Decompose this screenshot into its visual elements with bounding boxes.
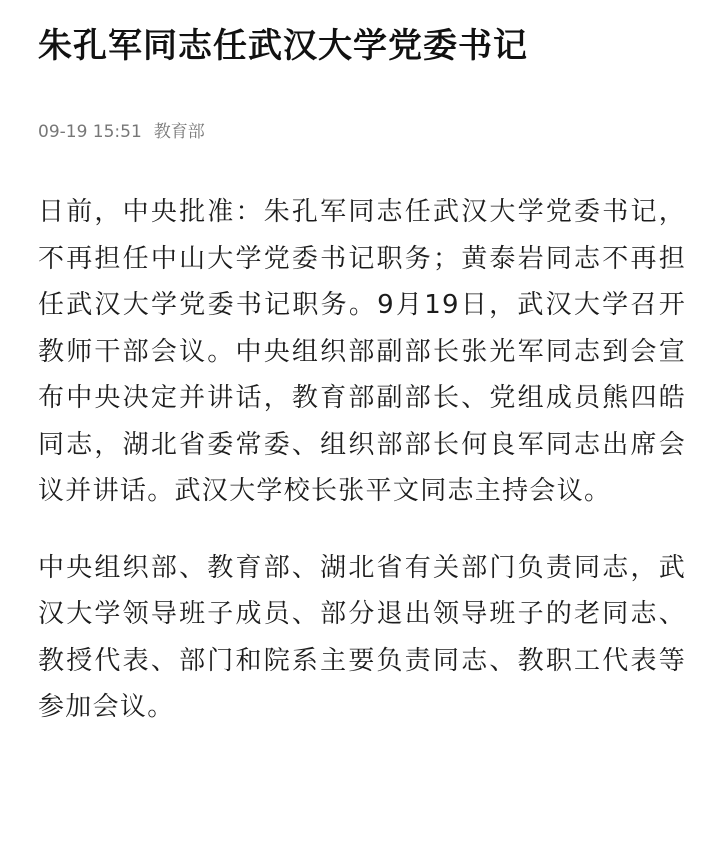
article-title: 朱孔军同志任武汉大学党委书记 (38, 26, 528, 66)
source-link[interactable]: 教育部 (153, 122, 205, 142)
article-meta (38, 120, 686, 144)
publish-timestamp: 09-19 15:51 (38, 122, 142, 142)
article-paragraph: 中央组织部、教育部、湖北省有关部门负责同志，武汉大学领导班子成员、部分退出领导班子的老同志、教授代表、部门和院系主要负责同志、教职工代表等参加会议。 (38, 552, 686, 722)
article-paragraph: 日前，中央批准：朱孔军同志任武汉大学党委书记，不再担任中山大学党委书记职务；黄泰岩同志不再担任武汉大学党委书记职务。9月19日，武汉大学召开教师干部会议。中央组织部副部长张光军同志到会宣布中央决定并讲话，教育部副部长、党组成员熊四皓同志，湖北省委常委、组织部部长何良军同志出席会议并讲话。武汉大学校长张平文同志主持会议。 (38, 197, 686, 506)
